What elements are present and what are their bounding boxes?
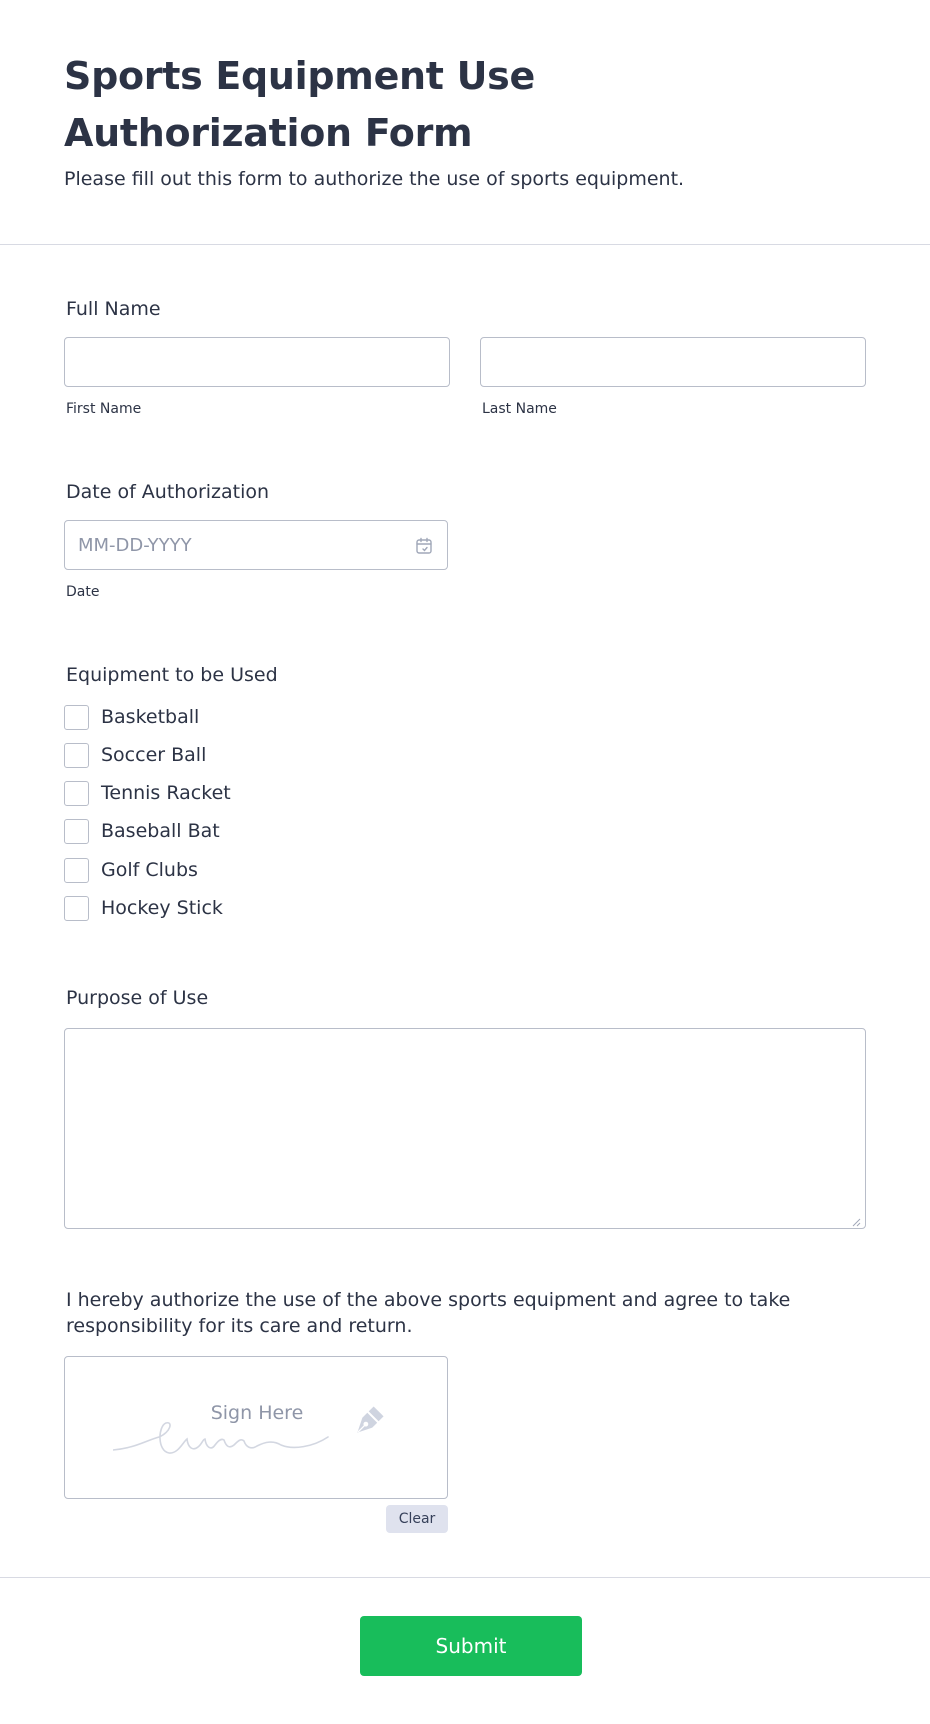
form-subtitle: Please fill out this form to authorize the use of sports equipment. (64, 168, 685, 190)
equipment-option-hockey-stick[interactable] (64, 895, 223, 921)
first-name-sublabel: First Name (66, 401, 142, 417)
equipment-label: Equipment to be Used (66, 664, 278, 686)
checkbox-label: Tennis Racket (101, 782, 231, 804)
baseball-bat-checkbox[interactable] (64, 819, 89, 844)
equipment-option-soccer-ball[interactable] (64, 742, 206, 768)
footer-divider (0, 1577, 930, 1578)
purpose-label: Purpose of Use (66, 987, 209, 1009)
checkbox-label: Baseball Bat (101, 820, 220, 842)
equipment-option-baseball-bat[interactable] (64, 818, 220, 844)
signature-pad[interactable] (64, 1356, 448, 1499)
submit-button[interactable]: Submit (360, 1616, 582, 1676)
hockey-stick-checkbox[interactable] (64, 896, 89, 921)
checkbox-label: Golf Clubs (101, 859, 198, 881)
date-sublabel: Date (66, 584, 100, 600)
form-header (64, 48, 824, 192)
authorization-statement: I hereby authorize the use of the above sports equipment and agree to take responsibility for its care and return. (66, 1289, 791, 1337)
full-name-label: Full Name (66, 298, 161, 320)
first-name-input[interactable] (64, 337, 450, 387)
tennis-racket-checkbox[interactable] (64, 781, 89, 806)
date-label: Date of Authorization (66, 481, 270, 503)
soccer-ball-checkbox[interactable] (64, 743, 89, 768)
pen-nib-icon (347, 1401, 389, 1443)
last-name-sublabel: Last Name (482, 401, 557, 417)
header-divider (0, 244, 930, 245)
golf-clubs-checkbox[interactable] (64, 858, 89, 883)
form-title: Sports Equipment Use Authorization Form (64, 54, 535, 155)
sign-here-placeholder: Sign Here (210, 1402, 304, 1424)
clear-signature-button[interactable]: Clear (386, 1505, 448, 1533)
calendar-icon[interactable] (414, 536, 434, 556)
last-name-input[interactable] (480, 337, 866, 387)
checkbox-label: Hockey Stick (101, 897, 223, 919)
equipment-option-tennis-racket[interactable] (64, 780, 231, 806)
basketball-checkbox[interactable] (64, 705, 89, 730)
resize-handle-icon[interactable] (851, 1214, 861, 1224)
purpose-textarea[interactable] (64, 1028, 866, 1229)
equipment-option-golf-clubs[interactable] (64, 857, 198, 883)
checkbox-label: Basketball (101, 706, 200, 728)
date-input[interactable] (64, 520, 448, 570)
checkbox-label: Soccer Ball (101, 744, 207, 766)
equipment-option-basketball[interactable] (64, 704, 199, 730)
